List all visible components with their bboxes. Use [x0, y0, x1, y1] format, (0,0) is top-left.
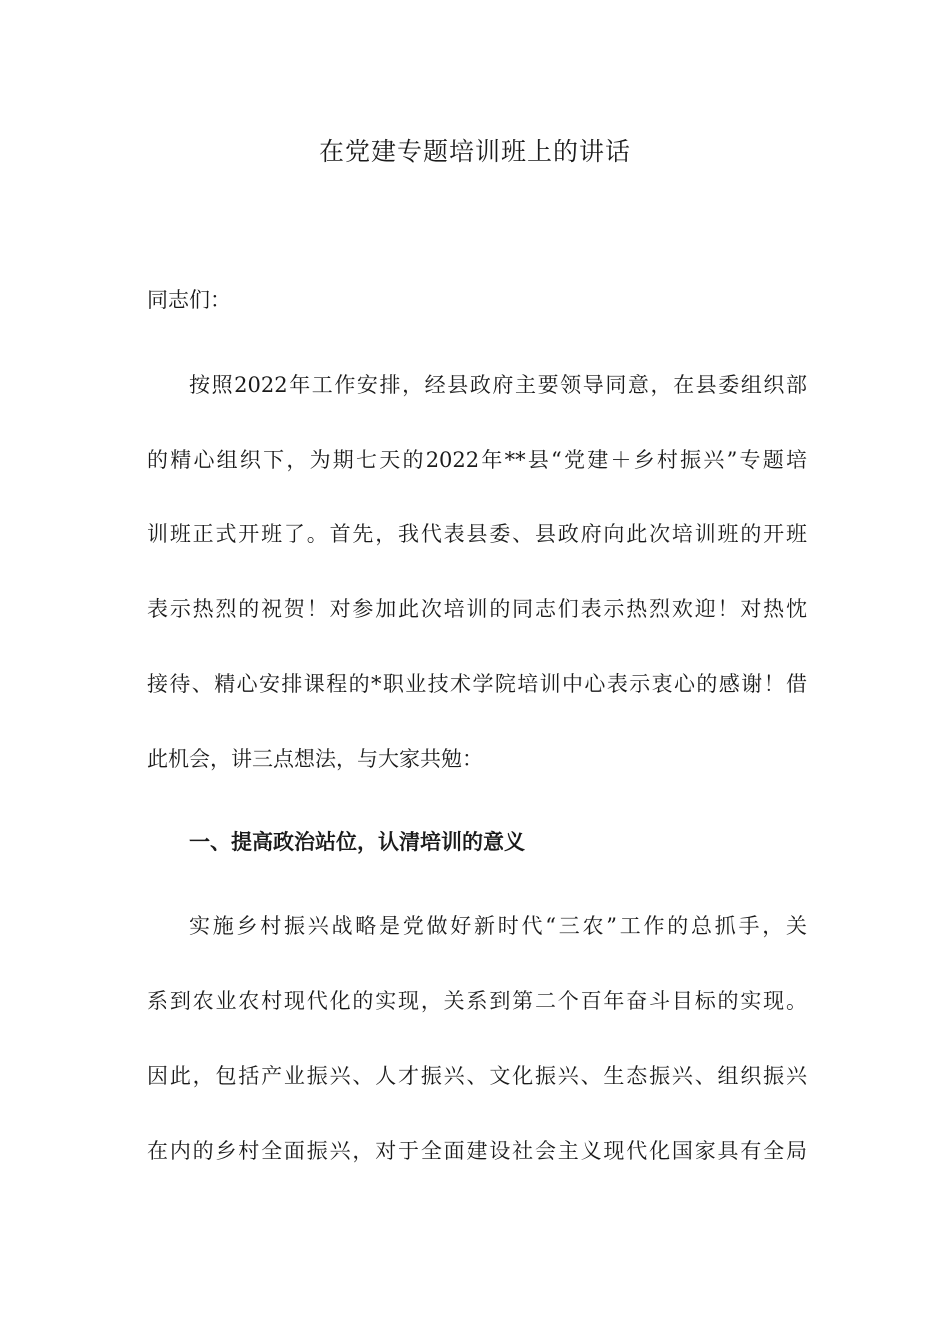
section-heading: 一、提高政治站位，认清培训的意义 [189, 829, 525, 854]
paragraph-line: 在内的乡村全面振兴，对于全面建设社会主义现代化国家具有全局 [147, 1139, 807, 1163]
paragraph-line: 表示热烈的祝贺！对参加此次培训的同志们表示热烈欢迎！对热忱 [147, 597, 807, 621]
paragraph-line: 按照2022年工作安排，经县政府主要领导同意，在县委组织部 [189, 373, 807, 397]
paragraph-line: 接待、精心安排课程的*职业技术学院培训中心表示衷心的感谢！借 [147, 672, 807, 696]
paragraph-line: 实施乡村振兴战略是党做好新时代“三农”工作的总抓手，关 [189, 914, 807, 938]
paragraph-line: 系到农业农村现代化的实现，关系到第二个百年奋斗目标的实现。 [147, 989, 807, 1013]
paragraph-line: 因此，包括产业振兴、人才振兴、文化振兴、生态振兴、组织振兴 [147, 1064, 807, 1088]
document-title: 在党建专题培训班上的讲话 [318, 137, 631, 166]
paragraph-line: 此机会，讲三点想法，与大家共勉： [147, 747, 483, 771]
paragraph-line: 的精心组织下，为期七天的2022年**县“党建＋乡村振兴”专题培 [147, 448, 807, 472]
paragraph-line: 训班正式开班了。首先，我代表县委、县政府向此次培训班的开班 [147, 522, 807, 546]
salutation: 同志们： [147, 288, 231, 312]
